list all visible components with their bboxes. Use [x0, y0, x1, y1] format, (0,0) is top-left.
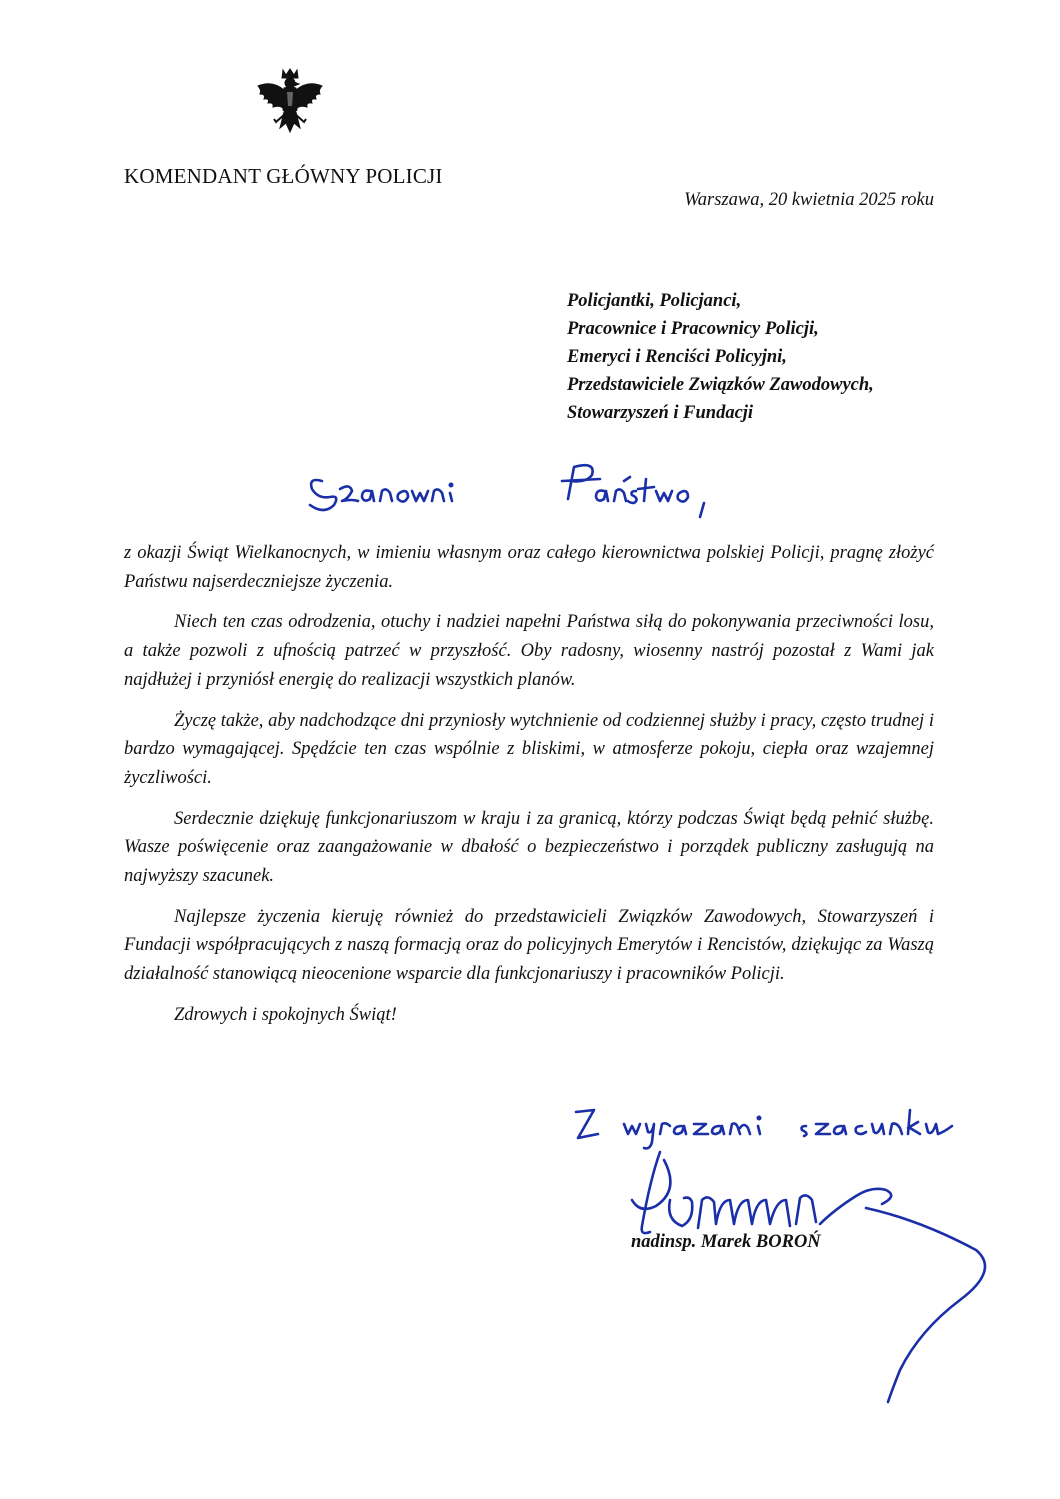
handwritten-signature [620, 1140, 1030, 1420]
recipient-line: Policjantki, Policjanci, [567, 291, 742, 311]
recipient-line: Emeryci i Renciści Policyjni, [567, 347, 787, 367]
recipient-line: Stowarzyszeń i Fundacji [567, 403, 754, 423]
letter-body [124, 539, 934, 1042]
handwritten-salutation [300, 455, 760, 535]
signer-name: nadinsp. Marek BOROŃ [631, 1232, 821, 1252]
body-paragraph: z okazji Świąt Wielkanocnych, w imieniu własnym oraz całego kierownictwa polskiej Policji, pragnę złożyć Państwu najserdeczniejsze życzenia. [124, 543, 934, 592]
issuer-title: KOMENDANT GŁÓWNY POLICJI [124, 164, 443, 188]
body-paragraph: Życzę także, aby nadchodzące dni przyniosły wytchnienie od codziennej służby i pracy, często trudnej i bardzo wymagającej. Spędźcie ten czas wspólnie z bliskimi, w atmosferze pokoju, ciepła oraz wzajemnej życzliwości. [124, 710, 934, 788]
recipient-line: Przedstawiciele Związków Zawodowych, [567, 375, 874, 395]
body-paragraph: Serdecznie dziękuję funkcjonariuszom w kraju i za granicą, którzy podczas Świąt będą pełnić służbę. Wasze poświęcenie oraz zaangażowanie w dbałość o bezpieczeństwo i porządek publiczny zasługują na najwyższy szacunek. [124, 808, 934, 887]
date-line: Warszawa, 20 kwietnia 2025 roku [684, 190, 934, 210]
recipients-block [567, 287, 874, 427]
body-paragraph: Niech ten czas odrodzenia, otuchy i nadziei napełni Państwa siłą do pokonywania przeciwności losu, a także pozwoli z ufnością patrzeć w przyszłość. Oby radosny, wiosenny nastrój pozostał z Wami jak najdłużej i przyniósł energię do realizacji wszystkich planów. [124, 612, 934, 690]
closing-line: Zdrowych i spokojnych Świąt! [174, 1004, 397, 1025]
polish-eagle-emblem-icon [252, 66, 328, 144]
recipient-line: Pracownice i Pracownicy Policji, [567, 319, 819, 339]
body-paragraph: Najlepsze życzenia kieruję również do przedstawicieli Związków Zawodowych, Stowarzyszeń i Fundacji współpracujących z naszą formacją oraz do policyjnych Emerytów i Rencistów, dziękując za Waszą działalność stanowiącą nieocenione wsparcie dla funkcjonariuszy i pracowników Policji. [124, 906, 934, 985]
